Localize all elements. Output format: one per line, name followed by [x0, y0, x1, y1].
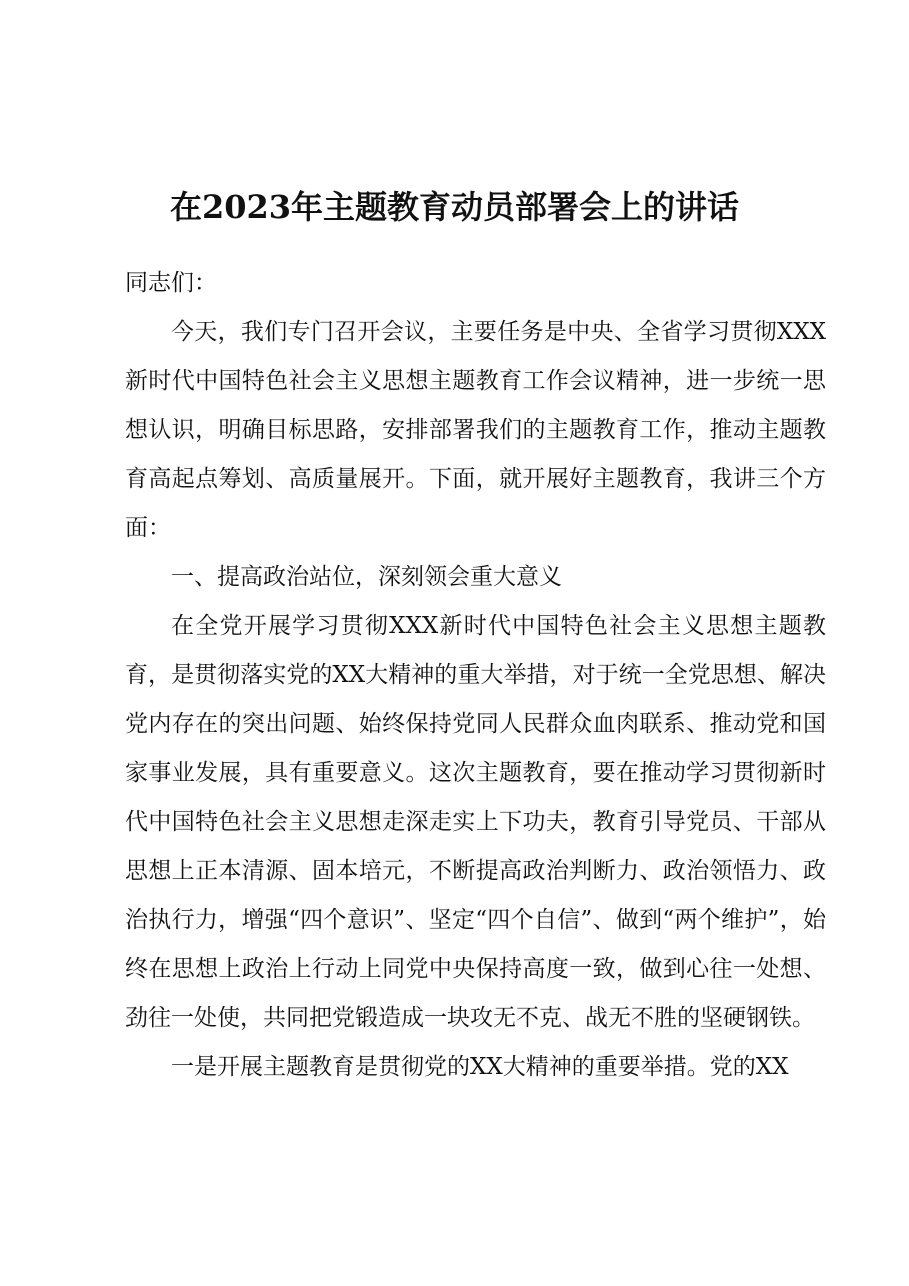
paragraph-point-1: 一是开展主题教育是贯彻党的XX大精神的重要举措。党的XX [171, 1054, 789, 1080]
paragraph-significance: 在全党开展学习贯彻XXX新时代中国特色社会主义思想主题教育，是贯彻落实党的XX大精神的重大举措，对于统一全党思想、解决党内存在的突出问题、始终保持党同人民群众血肉联系、推动党和国家事业发展，具有重要意义。这次主题教育，要在推动学习贯彻新时代中国特色社会主义思想走深走实上下功夫，教育引导党员、干部从思想上正本清源、固本培元，不断提高政治判断力、政治领悟力、政治执行力，增强“四个意识”、坚定“四个自信”、做到“两个维护”，始终在思想上政治上行动上同党中央保持高度一致，做到心往一处想、劲往一处使，共同把党锻造成一块攻无不克、战无不胜的坚硬钢铁。 [125, 613, 826, 1031]
section-heading-1: 一、提高政治站位，深刻领会重大意义 [171, 564, 562, 590]
salutation: 同志们： [125, 270, 217, 296]
document-body [125, 259, 826, 1092]
paragraph-intro: 今天，我们专门召开会议，主要任务是中央、全省学习贯彻XXX新时代中国特色社会主义思想主题教育工作会议精神，进一步统一思想认识，明确目标思路，安排部署我们的主题教育工作，推动主题教育高起点筹划、高质量展开。下面，就开展好主题教育，我讲三个方面： [125, 319, 826, 541]
document-title: 在2023年主题教育动员部署会上的讲话 [169, 188, 740, 226]
